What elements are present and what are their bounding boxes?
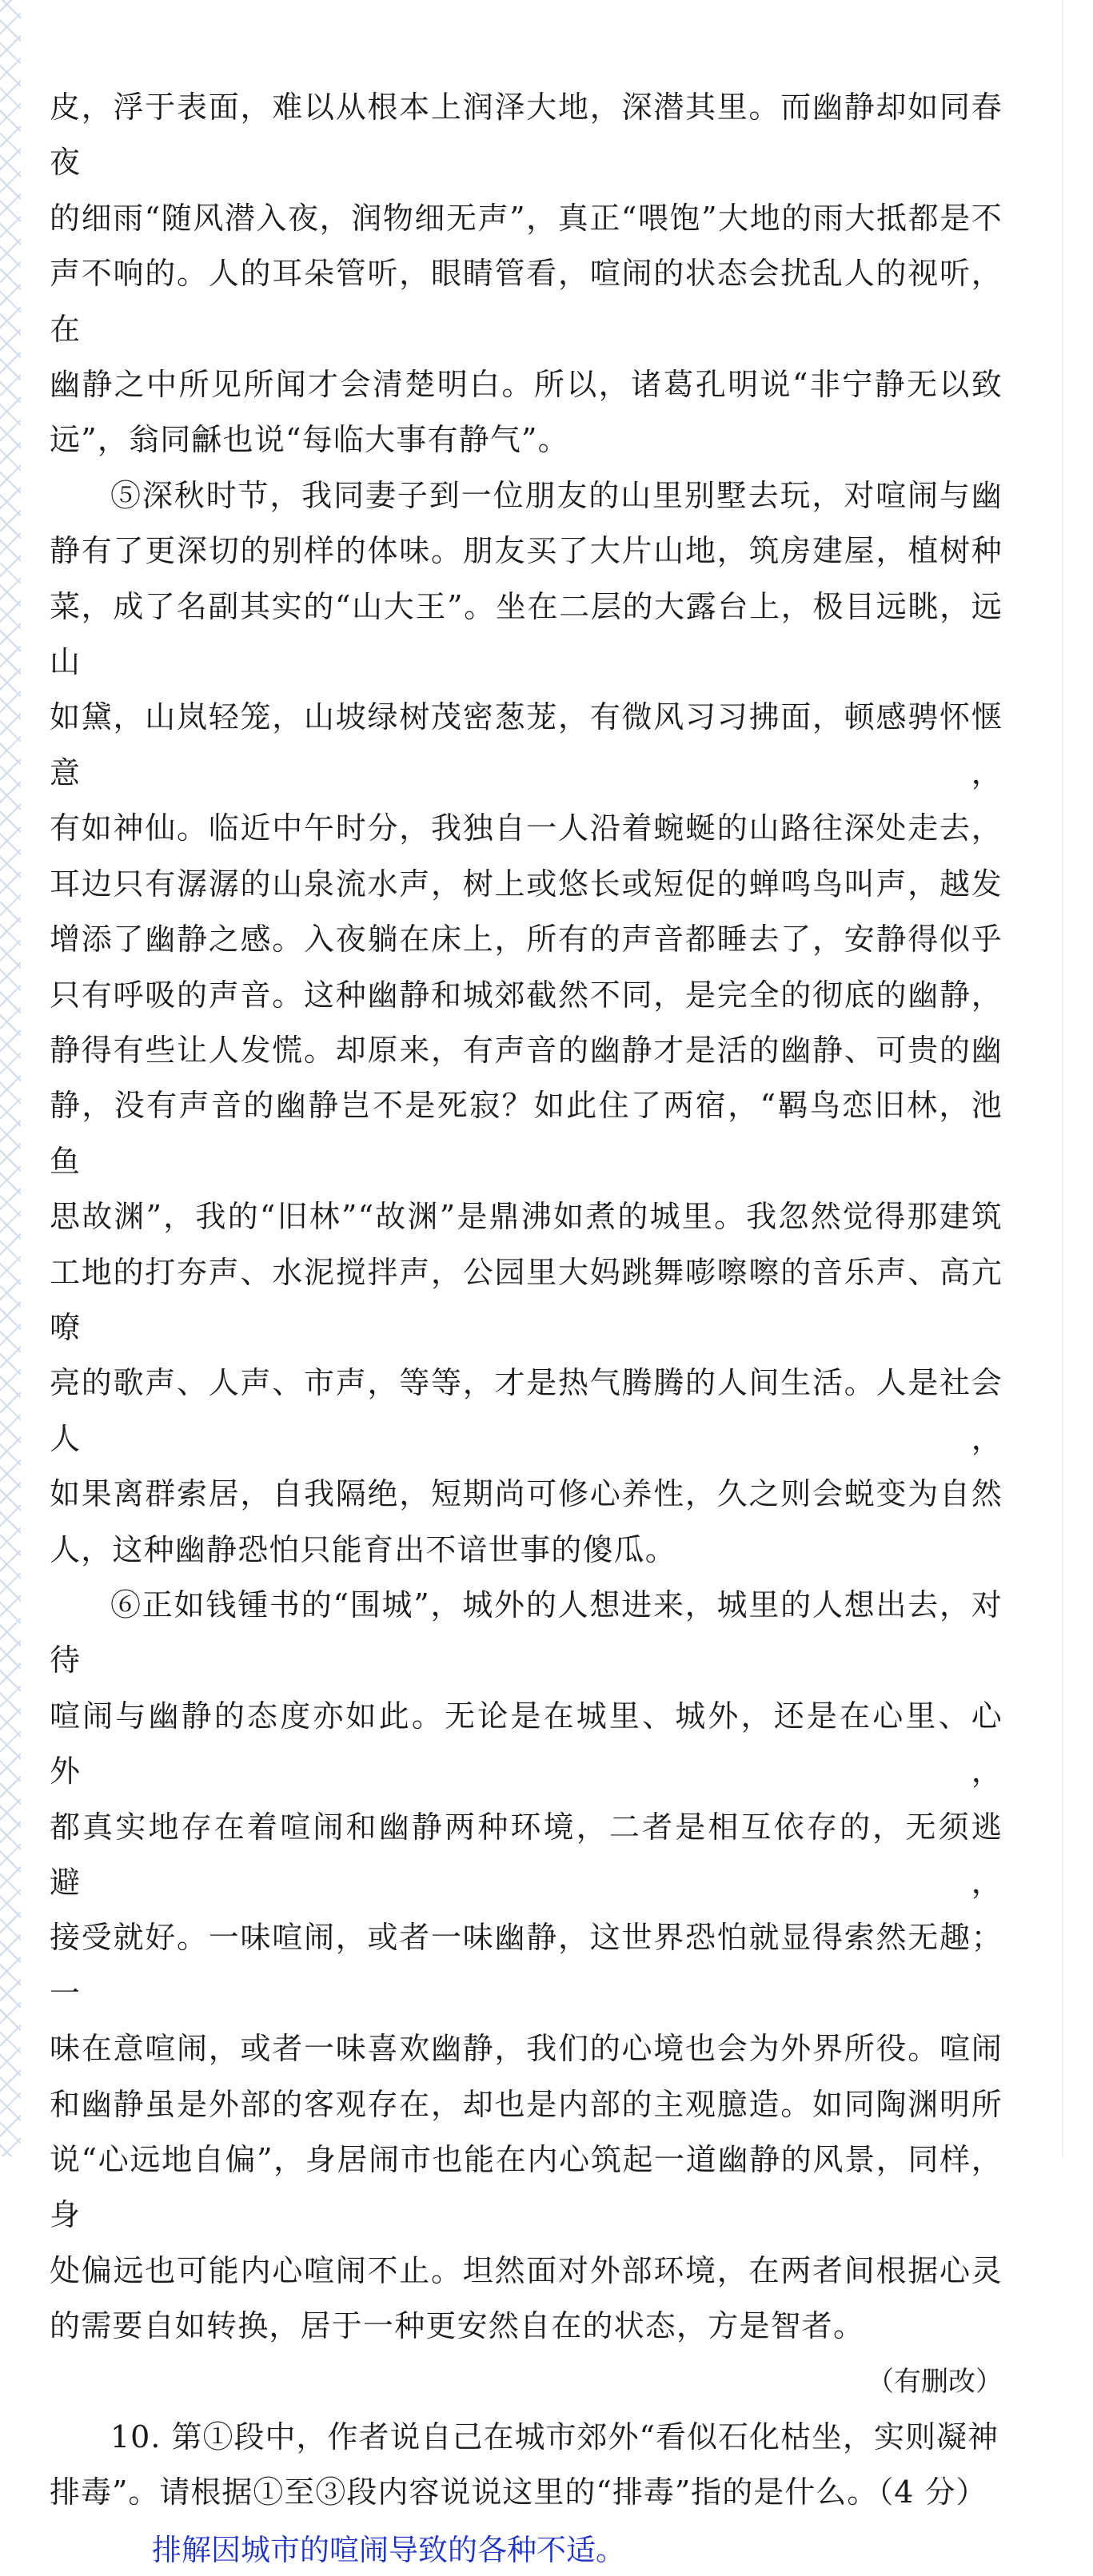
text-line: 如黛，山岚轻笼，山坡绿树茂密葱茏，有微风习习拂面，顿感骋怀惬意，: [50, 699, 1003, 790]
text-line: 都真实地存在着喧闹和幽静两种环境，二者是相互依存的，无须逃避，: [50, 1809, 1003, 1900]
text-line: 静有了更深切的别样的体味。朋友买了大片山地，筑房建屋，植树种: [50, 533, 1003, 569]
text-line: 和幽静虽是外部的客观存在，却也是内部的主观臆造。如同陶渊明所: [50, 2086, 1003, 2122]
question-line: 10. 第①段中，作者说自己在城市郊外“看似石化枯坐，实则凝神: [110, 2419, 999, 2455]
text-line: 声不响的。人的耳朵管听，眼睛管看，喧闹的状态会扰乱人的视听，在: [50, 256, 1003, 347]
binding-strip-decoration: [0, 0, 21, 2156]
text-line: 的需要自如转换，居于一种更安然自在的状态，方是智者。: [50, 2308, 865, 2344]
document-body: [50, 80, 1003, 2576]
text-line: 亮的歌声、人声、市声，等等，才是热气腾腾的人间生活。人是社会人，: [50, 1365, 1003, 1456]
paragraph-4-tail: [50, 80, 1003, 468]
text-line: 只有呼吸的声音。这种幽静和城郊截然不同，是完全的彻底的幽静，: [50, 977, 1003, 1013]
text-line: 工地的打夯声、水泥搅拌声，公园里大妈跳舞嘭嚓嚓的音乐声、高亢嘹: [50, 1254, 1003, 1345]
text-line: 幽静之中所见所闻才会清楚明白。所以，诸葛孔明说“非宁静无以致: [50, 367, 1003, 403]
text-line: 的细雨“随风潜入夜，润物细无声”，真正“喂饱”大地的雨大抵都是不: [50, 200, 1003, 236]
paragraph-5: [50, 468, 1003, 1578]
page-edge-line: [1062, 0, 1063, 2156]
text-line: 思故渊”，我的“旧林”“故渊”是鼎沸如煮的城里。我忽然觉得那建筑: [50, 1199, 1003, 1235]
text-line: 喧闹与幽静的态度亦如此。无论是在城里、城外，还是在心里、心外，: [50, 1698, 1003, 1790]
text-line: 说“心远地自偏”，身居闹市也能在内心筑起一道幽静的风景，同样，身: [50, 2142, 1003, 2233]
source-note: （有删改）: [867, 2365, 1003, 2398]
text-line: 远”，翁同龢也说“每临大事有静气”。: [50, 422, 569, 458]
text-line: ⑤深秋时节，我同妻子到一位朋友的山里别墅去玩，对喧闹与幽: [110, 477, 1003, 513]
question-10: [50, 2410, 1003, 2520]
text-line: 如果离群索居，自我隔绝，短期尚可修心养性，久之则会蜕变为自然: [50, 1476, 1003, 1512]
text-line: 菜，成了名副其实的“山大王”。坐在二层的大露台上，极目远眺，远山: [50, 588, 1003, 680]
text-line: 处偏远也可能内心喧闹不止。坦然面对外部环境，在两者间根据心灵: [50, 2252, 1003, 2288]
text-line: 耳边只有潺潺的山泉流水声，树上或悠长或短促的蝉鸣鸟叫声，越发: [50, 866, 1003, 902]
handwritten-answer: 排解因城市的喧闹导致的各种不适。: [152, 2532, 625, 2567]
question-line: 排毒”。请根据①至③段内容说说这里的“排毒”指的是什么。（4 分）: [50, 2474, 987, 2510]
text-line: 增添了幽静之感。入夜躺在床上，所有的声音都睡去了，安静得似乎: [50, 922, 1003, 958]
text-line: 静得有些让人发慌。却原来，有声音的幽静才是活的幽静、可贵的幽: [50, 1032, 1003, 1068]
text-line: 味在意喧闹，或者一味喜欢幽静，我们的心境也会为外界所役。喧闹: [50, 2031, 1003, 2067]
paragraph-6: [50, 1578, 1003, 2355]
text-line: 接受就好。一味喧闹，或者一味幽静，这世界恐怕就显得索然无趣；一: [50, 1920, 1003, 2011]
text-line: 静，没有声音的幽静岂不是死寂？如此住了两宿，“羁鸟恋旧林，池鱼: [50, 1088, 1003, 1179]
text-line: 有如神仙。临近中午时分，我独自一人沿着蜿蜒的山路往深处走去，: [50, 810, 1003, 846]
text-line: ⑥正如钱锺书的“围城”，城外的人想进来，城里的人想出去，对待: [50, 1587, 1003, 1678]
text-line: 皮，浮于表面，难以从根本上润泽大地，深潜其里。而幽静却如同春夜: [50, 90, 1003, 181]
text-line: 人，这种幽静恐怕只能育出不谙世事的傻瓜。: [50, 1531, 677, 1567]
